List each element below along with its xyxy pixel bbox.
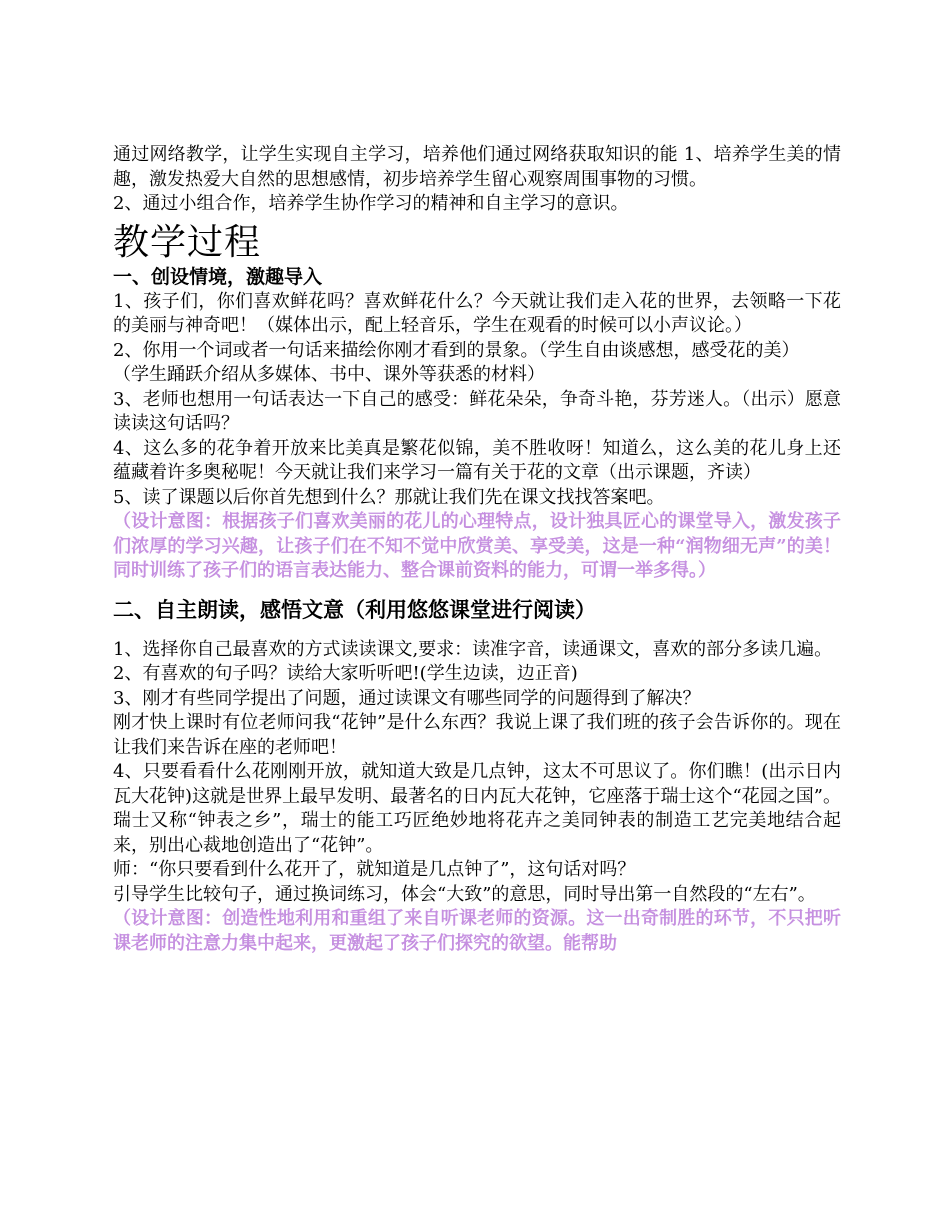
section1-paragraph-1: 1、孩子们，你们喜欢鲜花吗？喜欢鲜花什么？今天就让我们走入花的世界，去领略一下花的美丽与神奇吧！（媒体出示，配上轻音乐，学生在观看的时候可以小声议论。）: [113, 290, 841, 336]
section2-paragraph-3: 3、刚才有些同学提出了问题，通过读课文有哪些同学的问题得到了解决？: [113, 687, 701, 709]
section1-paragraph-5: 4、这么多的花争着开放来比美真是繁花似锦，美不胜收呀！知道么，这么美的花儿身上还蕴藏着许多奥秘呢！今天就让我们来学习一篇有关于花的文章（出示课题，齐读）: [113, 437, 841, 483]
section2-paragraph-7: 引导学生比较句子，通过换词练习，体会“大致”的意思，同时导出第一自然段的“左右”。: [113, 883, 816, 905]
main-heading: 教学过程: [113, 221, 262, 263]
section2-heading: 二、自主朗读，感悟文意（利用悠悠课堂进行阅读）: [113, 596, 596, 622]
section2-paragraph-6: 师：“你只要看到什么花开了，就知道是几点钟了”，这句话对吗？: [113, 859, 636, 880]
section2-design-note: （设计意图：创造性地利用和重组了来自听课老师的资源。这一出奇制胜的环节，不只把听课老师的注意力集中起来，更激起了孩子们探究的欲望。能帮助: [113, 908, 841, 954]
objective-paragraph-1: 通过网络教学，让学生实现自主学习，培养他们通过网络获取知识的能 1、培养学生美的情趣，激发热爱大自然的思想感情，初步培养学生留心观察周围事物的习惯。: [113, 144, 841, 190]
section1-paragraph-2: 2、你用一个词或者一句话来描绘你刚才看到的景象。（学生自由谈感想，感受花的美）: [113, 339, 800, 361]
section1-heading: 一、创设情境，激趣导入: [113, 265, 323, 288]
section1-design-note: （设计意图：根据孩子们喜欢美丽的花儿的心理特点，设计独具匠心的课堂导入，激发孩子们浓厚的学习兴趣，让孩子们在不知不觉中欣赏美、享受美，这是一种“润物细无声”的美！同时训练了孩子们的语言表达能力、整合课前资料的能力，可谓一举多得。）: [113, 511, 841, 581]
section1-paragraph-4: 3、老师也想用一句话表达一下自己的感受：鲜花朵朵，争奇斗艳，芬芳迷人。（出示）愿意读读这句话吗？: [113, 388, 841, 434]
section2-paragraph-2: 2、有喜欢的句子吗？读给大家听听吧!(学生边读，边正音): [113, 663, 578, 684]
section1-paragraph-6: 5、读了课题以后你首先想到什么？那就让我们先在课文找找答案吧。: [113, 486, 665, 508]
section2-paragraph-4: 刚才快上课时有位老师问我“花钟”是什么东西？我说上课了我们班的孩子会告诉你的。现在让我们来告诉在座的老师吧！: [113, 712, 841, 758]
section1-paragraph-3: （学生踊跃介绍从多媒体、书中、课外等获悉的材料）: [113, 364, 545, 385]
objective-paragraph-2: 2、通过小组合作，培养学生协作学习的精神和自主学习的意识。: [113, 193, 629, 214]
section2-paragraph-5: 4、只要看看什么花刚刚开放，就知道大致是几点钟，这太不可思议了。你们瞧！(出示日内瓦大花钟)这就是世界上最早发明、最著名的日内瓦大花钟，它座落于瑞士这个“花园之国”。瑞士又称“钟表之乡”，瑞士的能工巧匠绝妙地将花卉之美同钟表的制造工艺完美地结合起来，别出心裁地创造出了“花钟”。: [113, 761, 841, 856]
section2-paragraph-1: 1、选择你自己最喜欢的方式读读课文,要求：读准字音，读通课文，喜欢的部分多读几遍。: [113, 638, 833, 660]
document-page: [113, 143, 841, 956]
